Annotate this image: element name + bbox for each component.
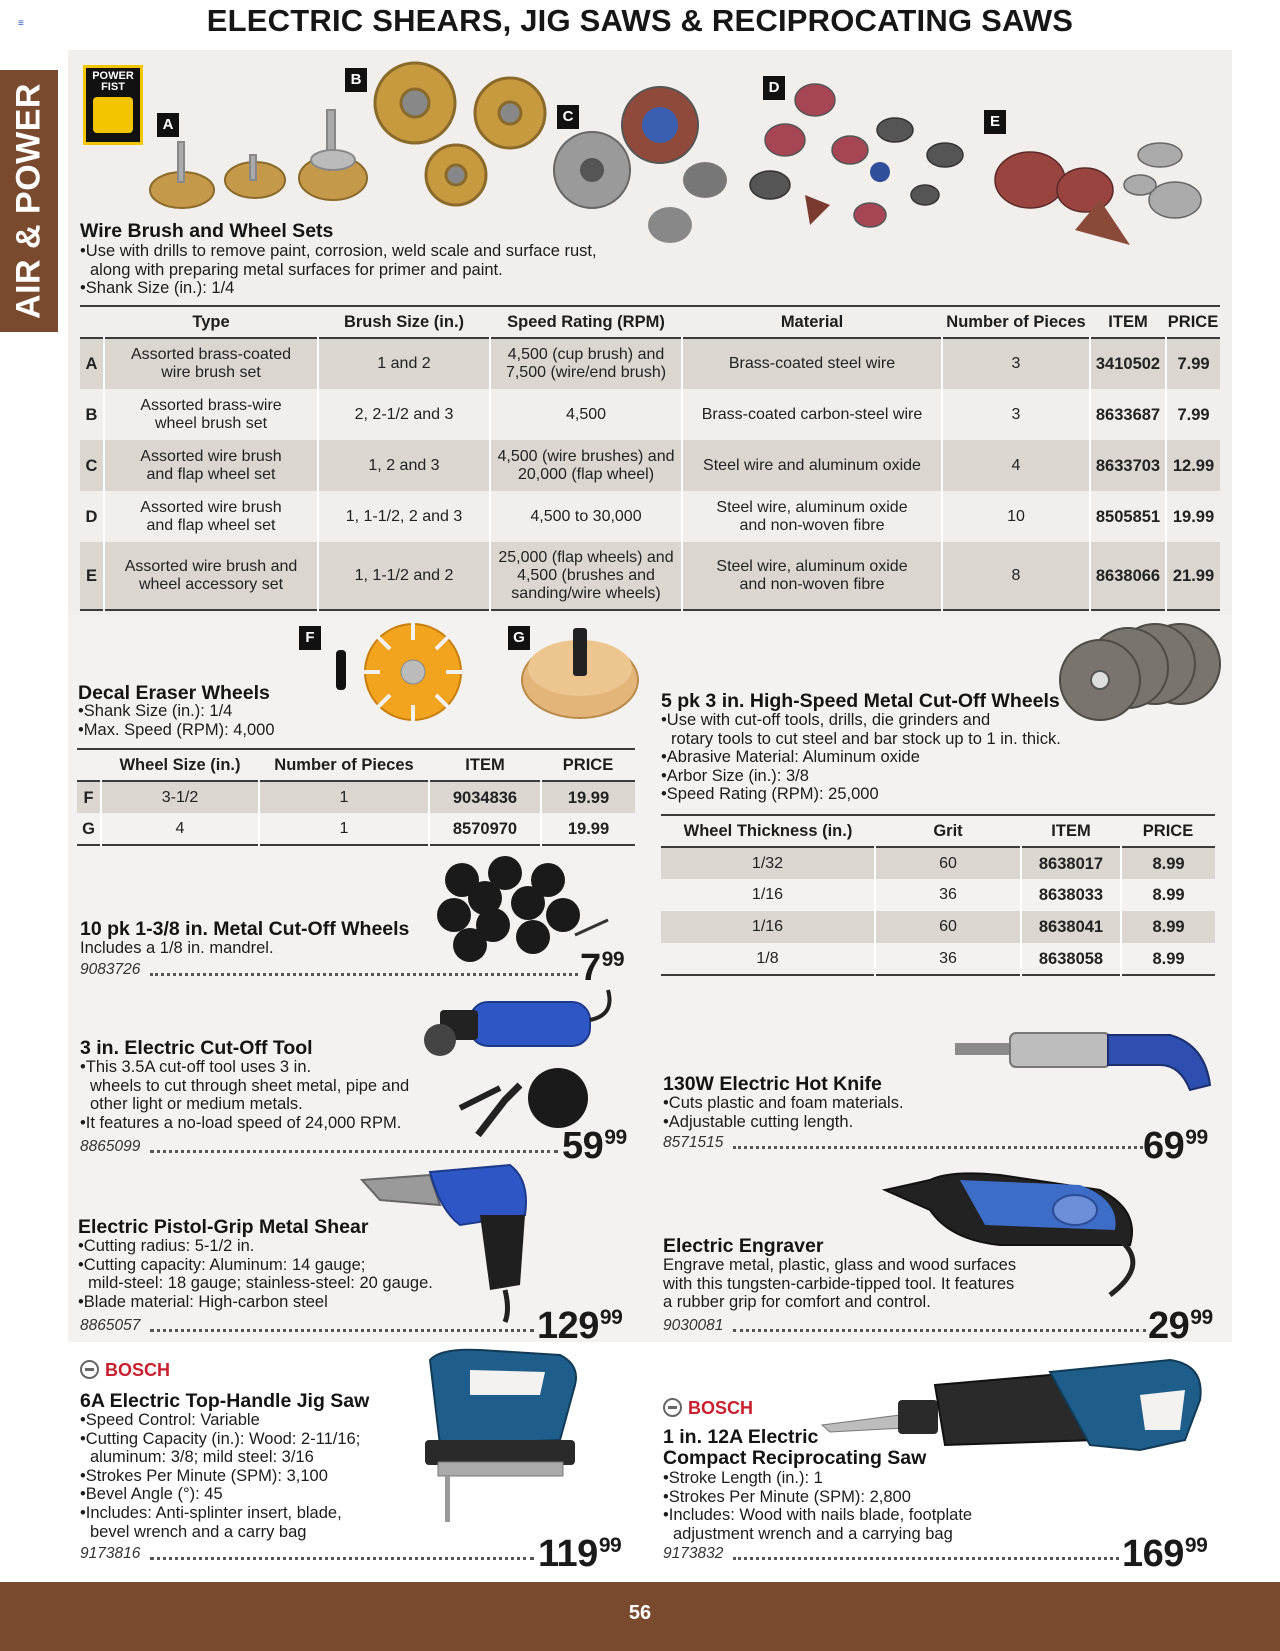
col-item: ITEM (465, 755, 505, 774)
leader-dots (150, 1329, 534, 1332)
jigsaw-bullet: bevel wrench and a carry bag (90, 1522, 307, 1541)
shear-bullet: mild-steel: 18 gauge; stainless-steel: 20 gauge. (88, 1274, 433, 1293)
bosch-logo-icon (663, 1398, 682, 1417)
price-dollars: 7 (580, 947, 601, 989)
table-row[interactable] (77, 781, 635, 813)
hot-knife-title: 130W Electric Hot Knife (663, 1073, 882, 1095)
cutoff5-bullet: rotary tools to cut steel and bar stock up to 1 in. thick. (671, 729, 1061, 748)
cell-price: 8.99 (1121, 847, 1215, 879)
cell-item: 8638041 (1021, 911, 1121, 943)
engraver-title: Electric Engraver (663, 1235, 824, 1257)
cell-item: 8570970 (429, 813, 541, 845)
cell-item: 8633703 (1090, 440, 1166, 491)
leader-dots (150, 1557, 534, 1560)
shear-bullet: •Blade material: High-carbon steel (78, 1292, 328, 1311)
cutoff5-bullet: •Use with cut-off tools, drills, die grinders and (661, 711, 991, 729)
recip-item-number: 9173832 (663, 1545, 724, 1562)
cell-type: Assorted brass-coated wire brush set (104, 338, 318, 389)
cell-material: Brass-coated carbon-steel wire (682, 389, 942, 440)
cutoff-tool-bullet: •This 3.5A cut-off tool uses 3 in. (80, 1058, 312, 1076)
cell-item: 8638017 (1021, 847, 1121, 879)
cell-pieces: 1 (259, 781, 429, 813)
shear-bullet: •Cutting radius: 5-1/2 in. (78, 1237, 255, 1255)
engraver-line: a rubber grip for comfort and control. (663, 1293, 931, 1312)
cell-item: 3410502 (1090, 338, 1166, 389)
cell-item: 8633687 (1090, 389, 1166, 440)
jigsaw-item-number: 9173816 (80, 1545, 141, 1562)
ten-pk-item-number: 9083726 (80, 961, 141, 978)
cell-price: 12.99 (1166, 440, 1220, 491)
power-fist-logo-text: POWER FIST (92, 70, 134, 93)
row-label: A (80, 338, 104, 389)
cutoff5-bullet: •Speed Rating (RPM): 25,000 (661, 785, 879, 804)
cell-thickness: 1/8 (756, 949, 779, 967)
shear-bullet: •Cutting capacity: Aluminum: 14 gauge; (78, 1255, 366, 1274)
cell-thickness: 1/16 (661, 911, 875, 943)
wire-brush-bullet: •Shank Size (in.): 1/4 (80, 279, 235, 298)
power-fist-logo (83, 65, 143, 145)
shear-price (537, 1298, 622, 1346)
col-grit: Grit (933, 821, 963, 840)
shear-description (78, 1237, 538, 1311)
cell-pieces: 3 (942, 338, 1090, 389)
decal-bullet: •Max. Speed (RPM): 4,000 (78, 720, 275, 739)
cell-size: 1, 1-1/2, 2 and 3 (318, 491, 490, 542)
row-label: E (80, 542, 104, 610)
cell-material: Steel wire, aluminum oxide and non-woven fibre (682, 542, 942, 610)
cell-grit: 60 (875, 911, 1021, 943)
recip-price (1122, 1526, 1207, 1574)
engraver-line: Engrave metal, plastic, glass and wood surfaces (663, 1256, 1017, 1274)
cutoff-tool-title: 3 in. Electric Cut-Off Tool (80, 1037, 313, 1059)
recip-title (663, 1427, 926, 1469)
cell-grit: 36 (875, 943, 1021, 975)
wire-brush-bullet: along with preparing metal surfaces for primer and paint. (90, 260, 503, 279)
cell-item: 8638066 (1090, 542, 1166, 610)
photo-label-b: B (345, 68, 367, 92)
jigsaw-bullet: •Bevel Angle (°): 45 (80, 1485, 223, 1504)
col-thickness: Wheel Thickness (in.) (683, 821, 853, 840)
cell-price: 8.99 (1121, 879, 1215, 911)
recip-brand-label: BOSCH (688, 1398, 754, 1418)
photo-label-f: F (299, 626, 321, 650)
cutoff5-bullet: •Abrasive Material: Aluminum oxide (661, 748, 920, 767)
col-item: ITEM (1108, 312, 1148, 331)
cell-type: Assorted brass-wire wheel brush set (104, 389, 318, 440)
hot-knife-description (663, 1094, 904, 1131)
decal-bullet: •Shank Size (in.): 1/4 (78, 702, 233, 720)
cell-price: 7.99 (1166, 389, 1220, 440)
recip-brand (663, 1398, 753, 1419)
price-dollars: 29 (1148, 1305, 1190, 1347)
price-cents: 99 (601, 948, 624, 971)
cutoff5-description (661, 711, 1141, 804)
col-price: PRICE (1167, 312, 1219, 331)
price-cents: 99 (1184, 1534, 1208, 1557)
cell-type: Assorted wire brush and flap wheel set (104, 491, 318, 542)
cell-type: Assorted wire brush and flap wheel set (104, 440, 318, 491)
table-row[interactable] (77, 813, 635, 845)
leader-dots (733, 1557, 1119, 1560)
recip-bullet: •Stroke Length (in.): 1 (663, 1469, 823, 1487)
table-row[interactable] (661, 943, 1215, 975)
col-wheel-size: Wheel Size (in.) (119, 755, 241, 774)
bosch-logo-icon (80, 1360, 99, 1379)
price-cents: 99 (599, 1306, 623, 1329)
row-label: C (80, 440, 104, 491)
leader-dots (733, 1329, 1146, 1332)
row-label: D (85, 507, 98, 526)
cutoff-tool-bullet: wheels to cut through sheet metal, pipe and (90, 1076, 410, 1095)
cell-thickness: 1/32 (661, 847, 875, 879)
photo-label-d: D (763, 76, 785, 100)
col-item: ITEM (1051, 821, 1091, 840)
jigsaw-description (80, 1411, 500, 1541)
cell-price: 19.99 (1166, 491, 1220, 542)
leader-dots (733, 1146, 1143, 1149)
table-row[interactable] (80, 389, 1220, 440)
section-tab-label: AIR & POWER (9, 83, 48, 319)
price-cents: 99 (1190, 1306, 1213, 1329)
cell-pieces: 1 (259, 813, 429, 845)
cell-item: 8638033 (1021, 879, 1121, 911)
cell-speed: 4,500 (cup brush) and 7,500 (wire/end brush) (490, 338, 682, 389)
jigsaw-bullet: •Includes: Anti-splinter insert, blade, (80, 1503, 342, 1522)
cell-size: 1, 1-1/2 and 2 (318, 542, 490, 610)
page-title: ELECTRIC SHEARS, JIG SAWS & RECIPROCATING SAWS (206, 3, 1074, 38)
menu-icon: ≡ (18, 18, 24, 29)
cell-size: 2, 2-1/2 and 3 (318, 389, 490, 440)
cell-speed: 4,500 (490, 389, 682, 440)
cell-price: 19.99 (541, 813, 635, 845)
cell-price: 8.99 (1121, 943, 1215, 975)
leader-dots (150, 1150, 558, 1153)
cell-price: 19.99 (541, 781, 635, 813)
cell-item: 9034836 (429, 781, 541, 813)
cutoff5-title: 5 pk 3 in. High-Speed Metal Cut-Off Wheels (661, 690, 1060, 712)
ten-pk-title: 10 pk 1-3/8 in. Metal Cut-Off Wheels (80, 918, 410, 940)
price-dollars: 129 (537, 1305, 599, 1347)
cell-pieces: 8 (942, 542, 1090, 610)
cell-material: Steel wire, aluminum oxide and non-woven fibre (682, 491, 942, 542)
table-row[interactable] (661, 879, 1215, 911)
cell-pieces: 10 (942, 491, 1090, 542)
cell-material: Steel wire and aluminum oxide (682, 440, 942, 491)
cell-size: 1, 2 and 3 (318, 440, 490, 491)
recip-bullet: •Strokes Per Minute (SPM): 2,800 (663, 1487, 911, 1506)
cutoff-tool-bullet: •It features a no-load speed of 24,000 RPM. (80, 1113, 402, 1132)
cutoff5-bullet: •Arbor Size (in.): 3/8 (661, 766, 809, 785)
shear-title: Electric Pistol-Grip Metal Shear (78, 1216, 369, 1238)
photo-label-g: G (508, 626, 530, 650)
cell-pieces: 4 (942, 440, 1090, 491)
engraver-price (1148, 1298, 1213, 1346)
wire-brush-description (80, 242, 720, 298)
recip-title-line: Compact Reciprocating Saw (663, 1447, 927, 1469)
cell-type: Assorted wire brush and wheel accessory set (104, 542, 318, 610)
photo-label-c: C (557, 105, 579, 129)
cell-thickness: 1/16 (751, 886, 784, 903)
photo-label-e: E (984, 110, 1006, 134)
shear-item-number: 8865057 (80, 1317, 141, 1334)
cell-speed: 25,000 (flap wheels) and 4,500 (brushes and sanding/wire wheels) (490, 542, 682, 610)
page-number: 56 (628, 1602, 652, 1624)
cell-grit: 60 (875, 847, 1021, 879)
table-row[interactable] (80, 542, 1220, 610)
price-cents: 99 (1185, 1126, 1208, 1149)
reciprocating-saw-image (0, 0, 1, 1)
col-speed: Speed Rating (RPM) (507, 312, 665, 331)
photo-label-a: A (157, 113, 179, 137)
price-dollars: 59 (562, 1125, 604, 1167)
jigsaw-brand (80, 1360, 170, 1381)
cell-price: 8.99 (1121, 911, 1215, 943)
ten-pk-description: Includes a 1/8 in. mandrel. (80, 939, 274, 957)
engraver-line: with this tungsten-carbide-tipped tool. It features (663, 1274, 1015, 1293)
wire-brush-title: Wire Brush and Wheel Sets (80, 220, 334, 242)
jigsaw-price (538, 1526, 621, 1574)
col-material: Material (780, 312, 844, 331)
cell-pieces: 3 (942, 389, 1090, 440)
cell-price: 21.99 (1166, 542, 1220, 610)
row-label: G (82, 819, 95, 838)
wire-brush-table (80, 305, 1220, 611)
cell-speed: 4,500 to 30,000 (490, 491, 682, 542)
jigsaw-title: 6A Electric Top-Handle Jig Saw (80, 1390, 370, 1412)
row-label: F (77, 781, 101, 813)
table-row[interactable] (80, 440, 1220, 491)
leader-dots (150, 973, 578, 976)
cell-size: 4 (101, 813, 259, 845)
decal-table (77, 748, 635, 846)
cutoff-tool-bullet: other light or medium metals. (90, 1095, 303, 1114)
row-label: B (85, 405, 98, 424)
decal-description (78, 702, 275, 739)
col-pieces: Number of Pieces (274, 755, 414, 774)
jigsaw-bullet: •Strokes Per Minute (SPM): 3,100 (80, 1466, 328, 1485)
price-dollars: 69 (1143, 1125, 1185, 1167)
jigsaw-bullet: •Cutting Capacity (in.): Wood: 2-11/16; (80, 1429, 361, 1448)
hot-knife-item-number: 8571515 (663, 1134, 724, 1151)
cutoff5-table (661, 814, 1215, 976)
recip-bullet: •Includes: Wood with nails blade, footplate (663, 1506, 973, 1525)
price-dollars: 169 (1122, 1533, 1184, 1575)
col-price: PRICE (1142, 821, 1194, 840)
wire-brush-bullet: •Use with drills to remove paint, corrosion, weld scale and surface rust, (80, 242, 597, 260)
table-row[interactable] (661, 911, 1215, 943)
cell-grit: 36 (875, 879, 1021, 911)
cell-size: 1 and 2 (318, 338, 490, 389)
table-row[interactable] (80, 491, 1220, 542)
ten-pk-price (580, 940, 624, 988)
table-row[interactable] (661, 847, 1215, 879)
recip-title-line: 1 in. 12A Electric (663, 1426, 819, 1448)
price-cents: 99 (604, 1126, 627, 1149)
price-dollars: 119 (538, 1533, 598, 1575)
cutoff-tool-item-number: 8865099 (80, 1138, 141, 1155)
cell-speed: 4,500 (wire brushes) and 20,000 (flap wheel) (490, 440, 682, 491)
section-tab[interactable] (0, 70, 58, 332)
cell-size: 3-1/2 (101, 781, 259, 813)
recip-bullet: adjustment wrench and a carrying bag (673, 1524, 953, 1543)
cutoff-tool-price (562, 1118, 627, 1166)
cell-price: 7.99 (1166, 338, 1220, 389)
hot-knife-bullet: •Cuts plastic and foam materials. (663, 1094, 904, 1112)
cutoff-tool-description (80, 1058, 520, 1132)
page-footer (0, 1582, 1280, 1651)
cell-item: 8505851 (1090, 491, 1166, 542)
hot-knife-price (1143, 1118, 1208, 1166)
engraver-item-number: 9030081 (663, 1317, 724, 1334)
recip-description (663, 1469, 1103, 1543)
jigsaw-brand-label: BOSCH (105, 1360, 171, 1380)
jigsaw-bullet: •Speed Control: Variable (80, 1411, 260, 1429)
hot-knife-bullet: •Adjustable cutting length. (663, 1112, 854, 1131)
table-row[interactable] (80, 338, 1220, 389)
col-brush-size: Brush Size (in.) (343, 312, 465, 331)
engraver-description (663, 1256, 1083, 1312)
price-cents: 99 (598, 1534, 622, 1557)
col-type: Type (192, 312, 230, 331)
decal-title: Decal Eraser Wheels (78, 682, 270, 704)
jigsaw-bullet: aluminum: 3/8; mild steel: 3/16 (90, 1448, 314, 1467)
col-price: PRICE (562, 755, 614, 774)
col-pieces: Number of Pieces (946, 312, 1086, 331)
cell-item: 8638058 (1021, 943, 1121, 975)
cell-material: Brass-coated steel wire (682, 338, 942, 389)
